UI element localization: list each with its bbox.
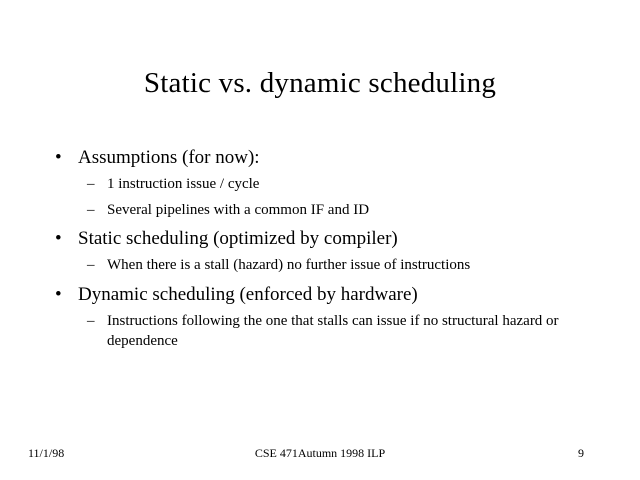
dash-marker: – xyxy=(87,313,95,329)
dash-marker: – xyxy=(87,176,95,192)
bullet-marker: • xyxy=(55,284,62,305)
slide-title: Static vs. dynamic scheduling xyxy=(143,67,497,99)
sub-bullet-text: When there is a stall (hazard) no further issue of instructions xyxy=(107,257,471,273)
footer-page-number: 9 xyxy=(578,446,584,460)
sub-bullet-text: Several pipelines with a common IF and ID xyxy=(107,202,370,218)
bullet-marker: • xyxy=(55,228,62,249)
sub-bullet-text: 1 instruction issue / cycle xyxy=(107,176,260,192)
sub-bullet-text: Instructions following the one that stalls can issue if no structural hazard or dependence xyxy=(107,313,559,349)
footer-date: 11/1/98 xyxy=(28,446,65,460)
bullet-marker: • xyxy=(55,147,62,168)
dash-marker: – xyxy=(87,202,95,218)
dash-marker: – xyxy=(87,257,95,273)
bullet-text: Dynamic scheduling (enforced by hardware) xyxy=(78,284,418,305)
bullet-text: Assumptions (for now): xyxy=(78,147,260,168)
footer-course: CSE 471Autumn 1998 ILP xyxy=(254,446,386,460)
bullet-text: Static scheduling (optimized by compiler) xyxy=(78,228,398,249)
